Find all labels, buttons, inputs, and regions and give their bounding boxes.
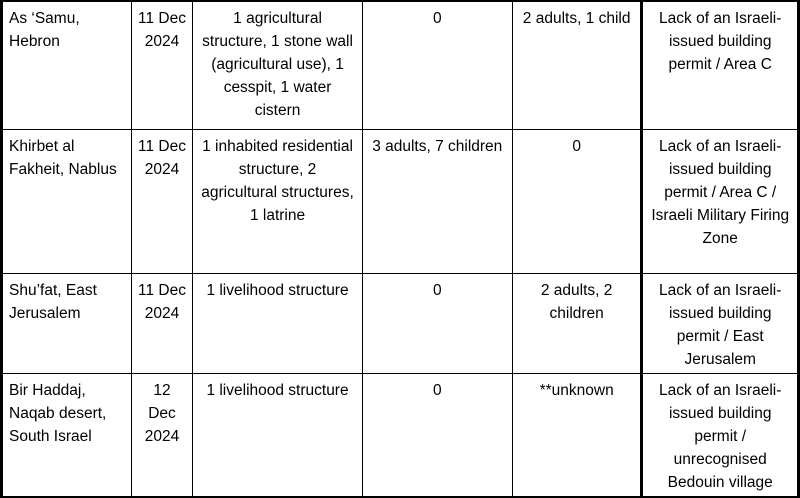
affected-cell: 2 adults, 1 child (512, 1, 642, 129)
reason-cell: Lack of an Israeli-issued building permit / unrecognised Bedouin village (642, 373, 799, 497)
table-row (2, 1, 799, 129)
table-row (2, 373, 799, 497)
location-cell: Khirbet al Fakheit, Nablus (2, 129, 132, 273)
structures-cell: 1 agricultural structure, 1 stone wall (agricultural use), 1 cesspit, 1 water cistern (193, 1, 362, 129)
date-cell: 11 Dec 2024 (131, 129, 193, 273)
table-row (2, 129, 799, 273)
reason-cell: Lack of an Israeli-issued building permit / Area C (642, 1, 799, 129)
displaced-cell: 0 (362, 373, 512, 497)
location-cell: Shu’fat, East Jerusalem (2, 273, 132, 373)
reason-cell: Lack of an Israeli-issued building permit / East Jerusalem (642, 273, 799, 373)
table-row (2, 273, 799, 373)
affected-cell: 0 (512, 129, 642, 273)
reason-cell: Lack of an Israeli-issued building permit / Area C / Israeli Military Firing Zone (642, 129, 799, 273)
displaced-cell: 3 adults, 7 children (362, 129, 512, 273)
structures-cell: 1 livelihood structure (193, 373, 362, 497)
structures-cell: 1 inhabited residential structure, 2 agricultural structures, 1 latrine (193, 129, 362, 273)
location-cell: As ‘Samu, Hebron (2, 1, 132, 129)
date-cell: 11 Dec 2024 (131, 1, 193, 129)
displaced-cell: 0 (362, 1, 512, 129)
date-cell: 11 Dec 2024 (131, 273, 193, 373)
affected-cell: 2 adults, 2 children (512, 273, 642, 373)
affected-cell: **unknown (512, 373, 642, 497)
date-cell: 12 Dec 2024 (131, 373, 193, 497)
location-cell: Bir Haddaj, Naqab desert, South Israel (2, 373, 132, 497)
displaced-cell: 0 (362, 273, 512, 373)
structures-cell: 1 livelihood structure (193, 273, 362, 373)
